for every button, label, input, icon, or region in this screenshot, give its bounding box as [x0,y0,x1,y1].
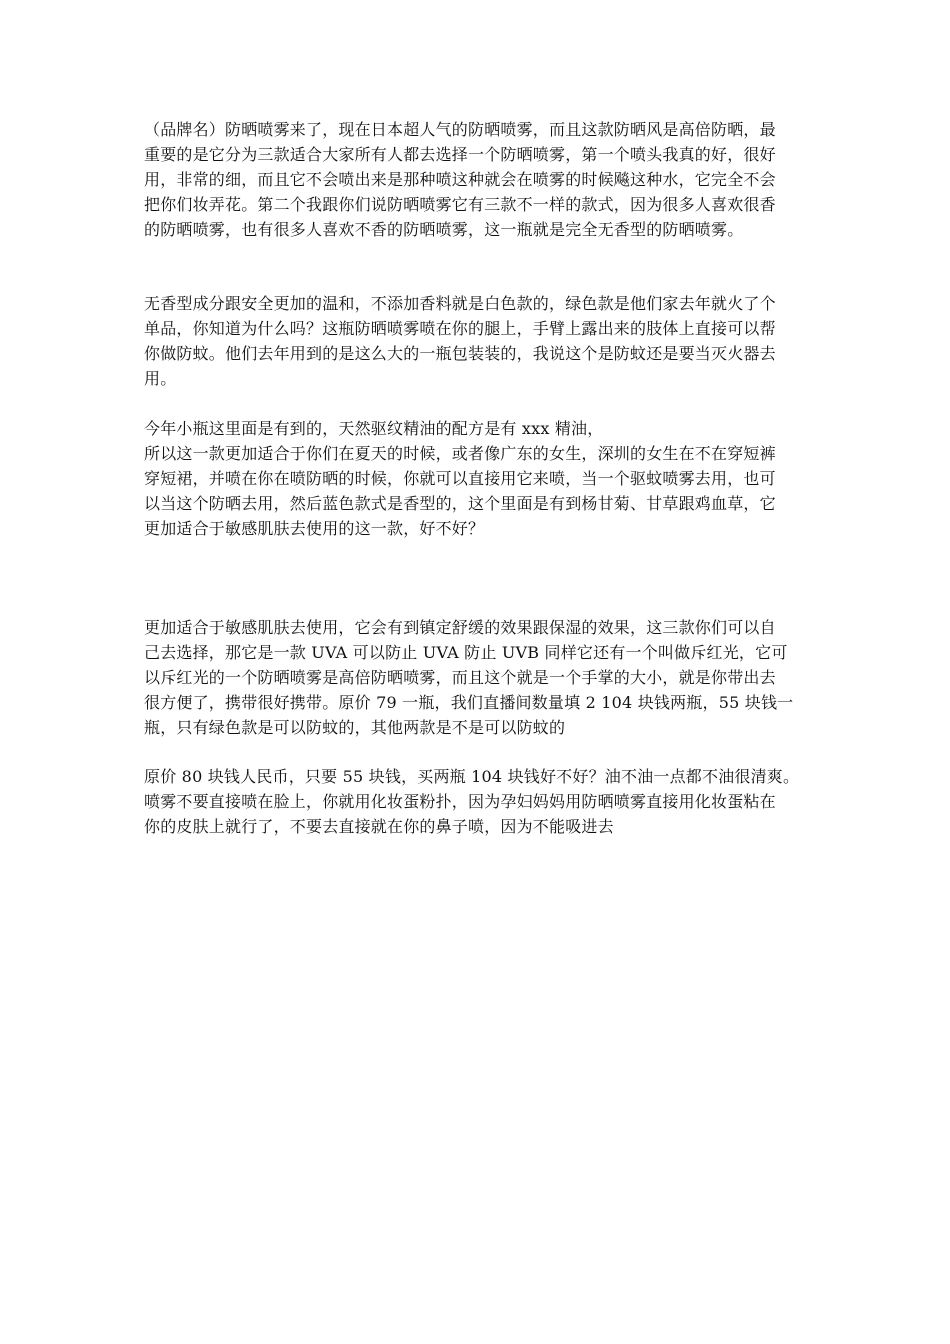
paragraph-line: 重要的是它分为三款适合大家所有人都去选择一个防晒喷雾，第一个喷头我真的好，很好 [144,145,776,164]
paragraph-line: 很方便了，携带很好携带。原价 79 一瓶，我们直播间数量填 2 104 块钱两瓶，55 块钱一 [144,693,794,712]
paragraph-line: 喷雾不要直接喷在脸上，你就用化妆蛋粉扑，因为孕妇妈妈用防晒喷雾直接用化妆蛋粘在 [144,792,776,811]
paragraph-line: 无香型成分跟安全更加的温和，不添加香料就是白色款的，绿色款是他们家去年就火了个 [144,294,776,313]
paragraph-2 [144,291,820,391]
paragraph-line: 单品，你知道为什么吗？这瓶防晒喷雾喷在你的腿上，手臂上露出来的肢体上直接可以帮 [144,319,776,338]
paragraph-line: 更加适合于敏感肌肤去使用，它会有到镇定舒缓的效果跟保湿的效果，这三款你们可以自 [144,618,776,637]
paragraph-line: 瓶，只有绿色款是可以防蚊的，其他两款是不是可以防蚊的 [144,718,566,737]
paragraph-line: 今年小瓶这里面是有到的，天然驱纹精油的配方是有 xxx 精油， [144,419,604,438]
paragraph-line: 用。 [144,369,177,388]
paragraph-line: 原价 80 块钱人民币，只要 55 块钱，买两瓶 104 块钱好不好？油不油一点都不油很清爽。 [144,767,800,786]
paragraph-line: 用，非常的细，而且它不会喷出来是那种喷这种就会在喷雾的时候飚这种水，它完全不会 [144,170,776,189]
paragraph-line: 己去选择，那它是一款 UVA 可以防止 UVA 防止 UVB 同样它还有一个叫做斥红光，它可 [144,643,788,662]
paragraph-line: 以斥红光的一个防晒喷雾是高倍防晒喷雾，而且这个就是一个手掌的大小，就是你带出去 [144,668,776,687]
paragraph-line: 的防晒喷雾，也有很多人喜欢不香的防晒喷雾，这一瓶就是完全无香型的防晒喷雾。 [144,220,744,239]
paragraph-line: 所以这一款更加适合于你们在夏天的时候，或者像广东的女生，深圳的女生在不在穿短裤 [144,444,776,463]
paragraph-4 [144,615,820,740]
paragraph-line: 以当这个防晒去用，然后蓝色款式是香型的，这个里面是有到杨甘菊、甘草跟鸡血草，它 [144,494,776,513]
paragraph-line: 你做防蚊。他们去年用到的是这么大的一瓶包装装的，我说这个是防蚊还是要当灭火器去 [144,344,776,363]
paragraph-line: 穿短裙，并喷在你在喷防晒的时候，你就可以直接用它来喷，当一个驱蚊喷雾去用，也可 [144,469,776,488]
paragraph-5 [144,764,820,839]
paragraph-3 [144,416,820,541]
paragraph-line: （品牌名）防晒喷雾来了，现在日本超人气的防晒喷雾，而且这款防晒风是高倍防晒，最 [144,120,776,139]
paragraph-line: 把你们妆弄花。第二个我跟你们说防晒喷雾它有三款不一样的款式，因为很多人喜欢很香 [144,195,776,214]
paragraph-1 [144,117,820,242]
paragraph-line: 你的皮肤上就行了，不要去直接就在你的鼻子喷，因为不能吸进去 [144,817,614,836]
paragraph-line: 更加适合于敏感肌肤去使用的这一款，好不好？ [144,519,485,538]
